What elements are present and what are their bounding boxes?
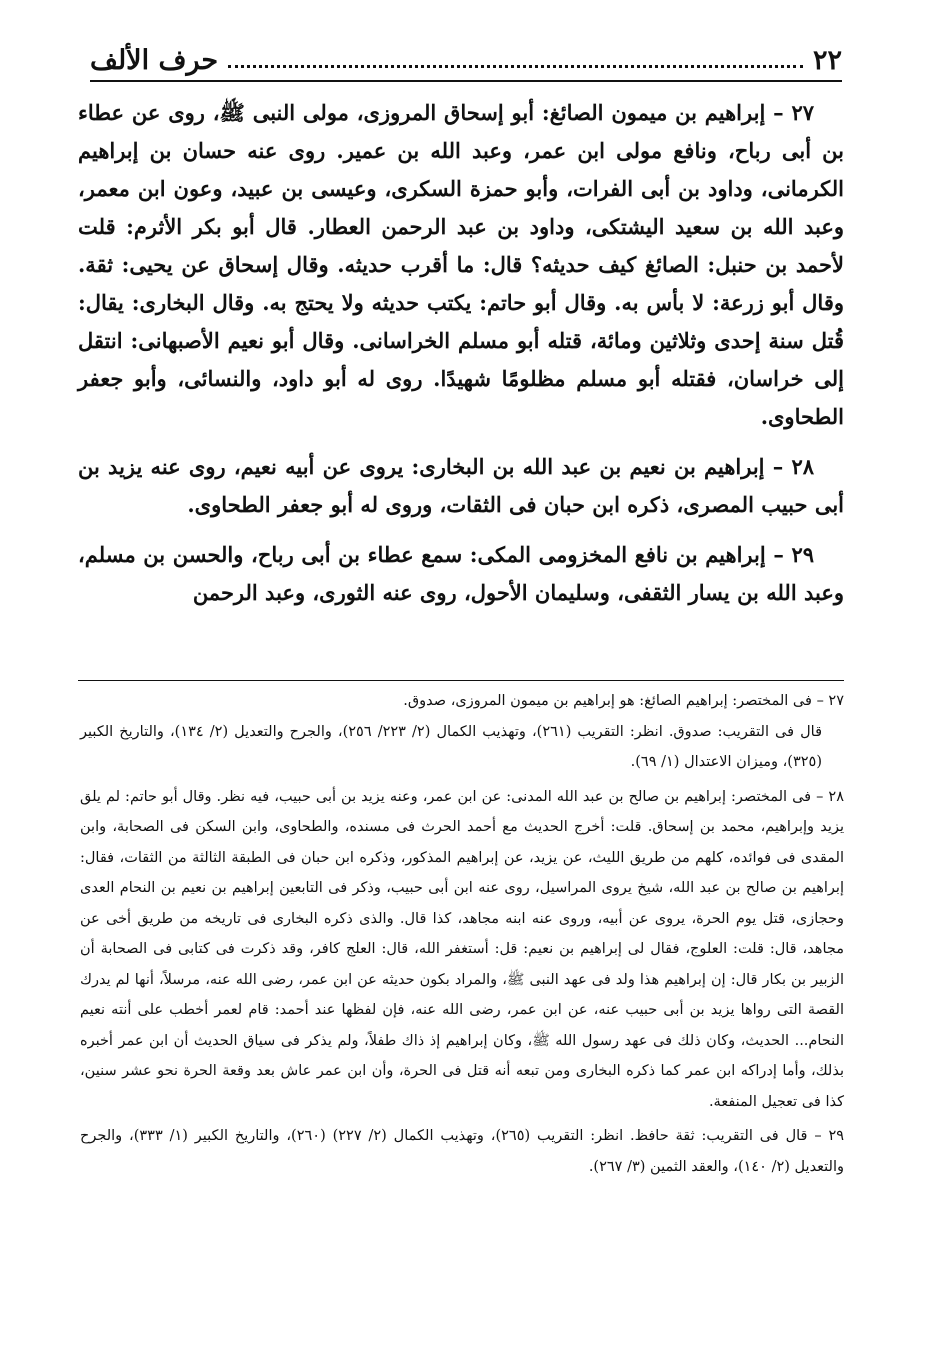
footnote-number: ٢٧ –: [816, 693, 844, 709]
footnote-27: [80, 686, 844, 778]
footnote-28: [80, 782, 844, 1118]
footnotes: [80, 686, 844, 1186]
header-dotted-leader: [228, 65, 803, 68]
footnote-number: ٢٩ –: [814, 1128, 845, 1144]
footnote-text: قال فى التقريب: ثقة حافظ. انظر: التقريب (٢٦٥)، وتهذيب الكمال (٢/ ٢٢٧) (٢٦٠)، والتاريخ الكبير (١/ ٣٣٣)، والجرح والتعديل (٢/ ١٤٠)، والعقد الثمين (٣/ ٢٦٧).: [80, 1128, 844, 1175]
footnote-text: فى المختصر: إبراهيم بن صالح بن عبد الله المدنى: عن ابن عمر، وعنه يزيد بن أبى حبيب، فيه نظر. وقال أبو حاتم: لم يلق يزيد وإبراهيم، محمد بن إسحاق. قلت: أخرج الحديث مع أحمد الحرث فى مسنده، والطحاوى، وابن السكن فى الصحابة، وابن المقدى فى فوائده، كلهم من طريق الليث، عن يزيد، عن إبراهيم المذكور، وذكره ابن حبان فى الطبقة الثالثة من الثقات، فقال: إبراهيم بن صالح بن عبد الله، شيخ يروى المراسيل، روى عنه ابن أبى حبيب، وذكر فى التابعين إبراهيم بن نعيم بن النحام العدى وحجازى، قتل يوم الحرة، يروى عن أبيه، وروى عنه ابنه مجاهد، كذا قال. والذى ذكره البخارى فى تاريخه من طريق أخى عن مجاهد، قال: قلت: العلوج، فقال لى إبراهيم بن نعيم: قل: أستغفر الله، قال: العلج كافر، وقد ذكرت فى كتابى فى الصحابة أن الزبير بن بكار قال: إن إبراهيم هذا ولد فى عهد النبى ﷺ، والمراد بكون حديثه عن ابن عمر، رضى الله عنه، مرسلاً، أنها لم يدرك القصة التى رواها يزيد بن أبى حبيب عنه، عن ابن عمر، رضى الله عنه، فإن لفظها عند أحمد: قام لعمر أخطب على أنته نعيم النحام... الحديث، وكان ذلك فى عهد رسول الله ﷺ، وكان إبراهيم إذ ذاك طفلاً، ولم يذكر فى سياق الحديث أن ابن عمر أخبره بذلك، وأما إدراكه ابن عمر كما ذكره البخارى ومن تبعه أنه قتل فى الحرة، وأن ابن عمر عاش بعد وقعة الحرة نحو عشر سنين، كذا فى تعجيل المنفعة.: [80, 788, 844, 1110]
footnote-number: ٢٨ –: [816, 788, 844, 805]
entry-text: إبراهيم بن ميمون الصائغ: أبو إسحاق المروزى، مولى النبى ﷺ، روى عن عطاء بن أبى رباح، ونافع مولى ابن عمر، وعبد الله بن عمير. روى عنه حسان بن إبراهيم الكرمانى، وداود بن أبى الفرات، وأبو حمزة السكرى، وعيسى بن عبيد، وعون ابن معمر، وعبد الله بن سعيد اليشتكى، وداود بن عبد الرحمن العطار. قال أبو بكر الأثرم: قلت لأحمد بن حنبل: الصائغ كيف حديثه؟ قال: ما أقرب حديثه. وقال إسحاق عن يحيى: ثقة. وقال أبو زرعة: لا بأس به. وقال أبو حاتم: يكتب حديثه ولا يحتج به. وقال البخارى: يقال: قُتل سنة إحدى وثلاثين ومائة، قتله أبو مسلم الخراسانى. وقال أبو نعيم الأصبهانى: انتقل إلى خراسان، فقتله أبو مسلم مظلومًا شهيدًا. روى له أبو داود، والنسائى، وأبو جعفر الطحاوى.: [78, 100, 844, 429]
page-number: ٢٢: [812, 45, 842, 76]
entry-28: [78, 448, 844, 524]
footnote-29: [80, 1121, 844, 1182]
entry-text: إبراهيم بن نافع المخزومى المكى: سمع عطاء بن أبى رباح، والحسن بن مسلم، وعبد الله بن يسار الثقفى، وسليمان الأحول، روى عنه الثورى، وعبد الرحمن: [78, 542, 844, 605]
entry-number: ٢٧ –: [773, 100, 814, 125]
footnote-divider: [78, 680, 844, 681]
entry-number: ٢٩ –: [773, 542, 814, 567]
page-header: [90, 40, 842, 82]
chapter-title: حرف الألف: [90, 45, 219, 76]
footnote-continuation: قال فى التقريب: صدوق. انظر: التقريب (٢٦١)، وتهذيب الكمال (٢/ ٢٢٣/ ٢٥٦)، والجرح والتعديل (٢/ ١٣٤)، والتاريخ الكبير (٣٢٥)، وميزان الاعتدال (١/ ٦٩).: [80, 723, 823, 770]
entry-27: [78, 94, 844, 436]
entry-number: ٢٨ –: [772, 454, 815, 479]
entry-text: إبراهيم بن نعيم بن عبد الله بن البخارى: يروى عن أبيه نعيم، روى عنه يزيد بن أبى حبيب المصرى، ذكره ابن حبان فى الثقات، وروى له أبو جعفر الطحاوى.: [78, 454, 844, 517]
footnote-text: فى المختصر: إبراهيم الصائغ: هو إبراهيم بن ميمون المروزى، صدوق.: [403, 693, 812, 709]
entry-29: [78, 536, 844, 612]
main-text: [78, 94, 844, 624]
